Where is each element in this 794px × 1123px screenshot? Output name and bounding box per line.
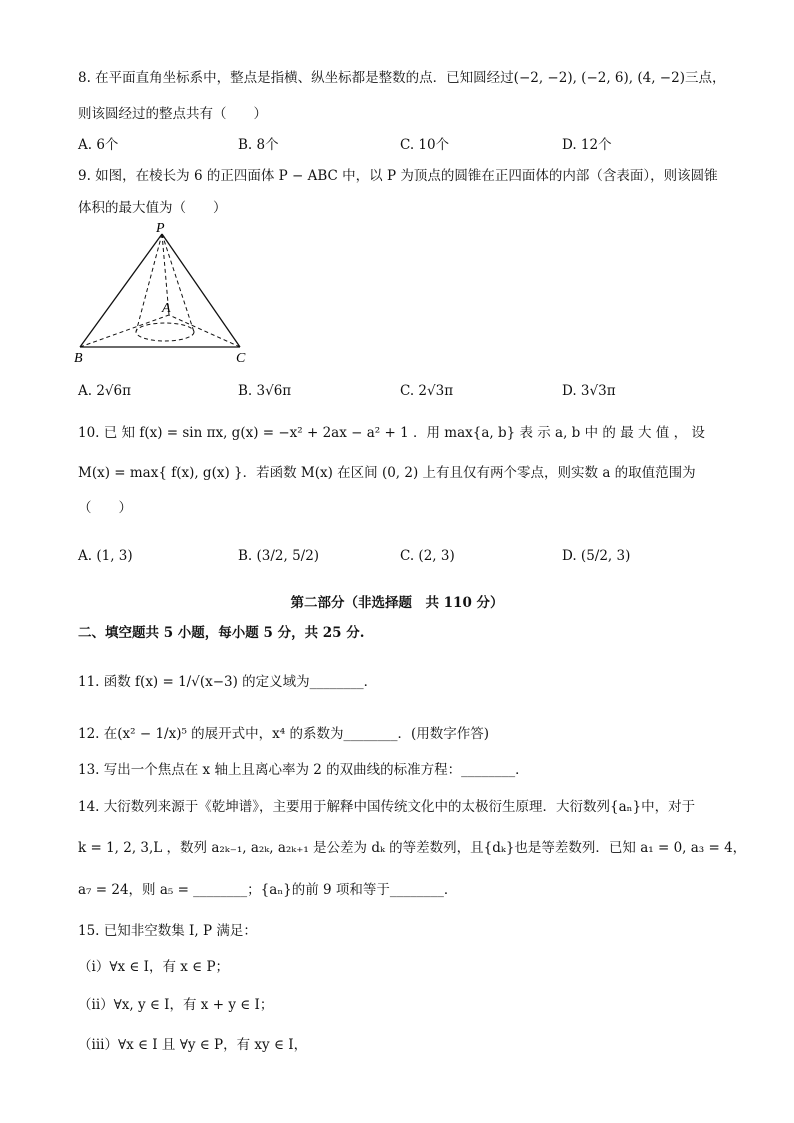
label-a: A: [162, 301, 171, 316]
q14-line3: a₇ = 24，则 a₅ = ________；{aₙ}的前 9 项和等于________．: [78, 882, 458, 898]
edge-pb: [80, 234, 162, 347]
q15-condition-2: （ii）∀x, y ∈ I，有 x + y ∈ I；: [78, 997, 274, 1013]
part2-title: 第二部分（非选择题 共 110 分）: [290, 595, 504, 611]
q10-line3: （ ）: [78, 500, 132, 516]
q8-option-b: B. 8个: [238, 137, 279, 153]
q10-option-b: B. (3/2, 5/2): [238, 548, 320, 564]
q10-option-c: C. (2, 3): [400, 548, 455, 564]
label-p: P: [156, 222, 165, 236]
q11-text: 11. 函数 f(x) = 1/√(x−3) 的定义域为________．: [78, 674, 378, 690]
q15-condition-3: （iii）∀x ∈ I 且 ∀y ∈ P，有 xy ∈ I，: [78, 1037, 308, 1053]
q9-line2: 体积的最大值为（ ）: [78, 200, 227, 216]
label-c: C: [236, 351, 246, 366]
tetrahedron-figure: [70, 222, 260, 370]
q14-line1: 14. 大衍数列来源于《乾坤谱》，主要用于解释中国传统文化中的太极衍生原理．大衍数列{aₙ}中，对于: [78, 799, 696, 815]
q10-option-d: D. (5/2, 3): [562, 548, 631, 564]
q9-line1: 9. 如图，在棱长为 6 的正四面体 P − ABC 中，以 P 为顶点的圆锥在正四面体的内部（含表面），则该圆锥: [78, 168, 718, 184]
q14-line2: k = 1, 2, 3,L ，数列 a₂ₖ₋₁, a₂ₖ, a₂ₖ₊₁ 是公差为 dₖ 的等差数列，且{dₖ}也是等差数列．已知 a₁ = 0, a₃ = 4，: [78, 840, 747, 856]
q8-option-d: D. 12个: [562, 137, 612, 153]
cone-left-generator: [136, 234, 162, 332]
q8-option-a: A. 6个: [78, 137, 119, 153]
q9-option-a: A. 2√6π: [78, 383, 131, 399]
q15-condition-1: （i）∀x ∈ I，有 x ∈ P；: [78, 959, 230, 975]
q8-line1: 8. 在平面直角坐标系中，整点是指横、纵坐标都是整数的点．已知圆经过(−2, −2), (−2, 6), (4, −2)三点，: [78, 70, 726, 86]
label-b: B: [74, 351, 83, 366]
edge-pc: [162, 234, 240, 347]
q9-option-d: D. 3√3π: [562, 383, 616, 399]
q10-option-a: A. (1, 3): [78, 548, 133, 564]
q15-line1: 15. 已知非空数集 I, P 满足：: [78, 923, 257, 939]
q12-text: 12. 在(x² − 1/x)⁵ 的展开式中，x⁴ 的系数为________．(用数字作答): [78, 726, 490, 742]
q10-line1: 10. 已 知 f(x) = sin πx, g(x) = −x² + 2ax − a² + 1 ．用 max{a, b} 表 示 a, b 中 的 最 大 值 ， 设: [78, 425, 705, 441]
q9-option-c: C. 2√3π: [400, 383, 454, 399]
q8-line2: 则该圆经过的整点共有（ ）: [78, 106, 267, 122]
edge-ab: [80, 315, 169, 347]
q9-option-b: B. 3√6π: [238, 383, 292, 399]
q10-line2: M(x) = max{ f(x), g(x) }．若函数 M(x) 在区间 (0, 2) 上有且仅有两个零点，则实数 a 的取值范围为: [78, 465, 696, 481]
section2-title: 二、填空题共 5 小题，每小题 5 分，共 25 分.: [78, 625, 365, 641]
cone-right-generator: [162, 234, 194, 332]
cone-base-ellipse: [136, 323, 194, 341]
q13-text: 13. 写出一个焦点在 x 轴上且离心率为 2 的双曲线的标准方程：________．: [78, 762, 529, 778]
q8-option-c: C. 10个: [400, 137, 450, 153]
